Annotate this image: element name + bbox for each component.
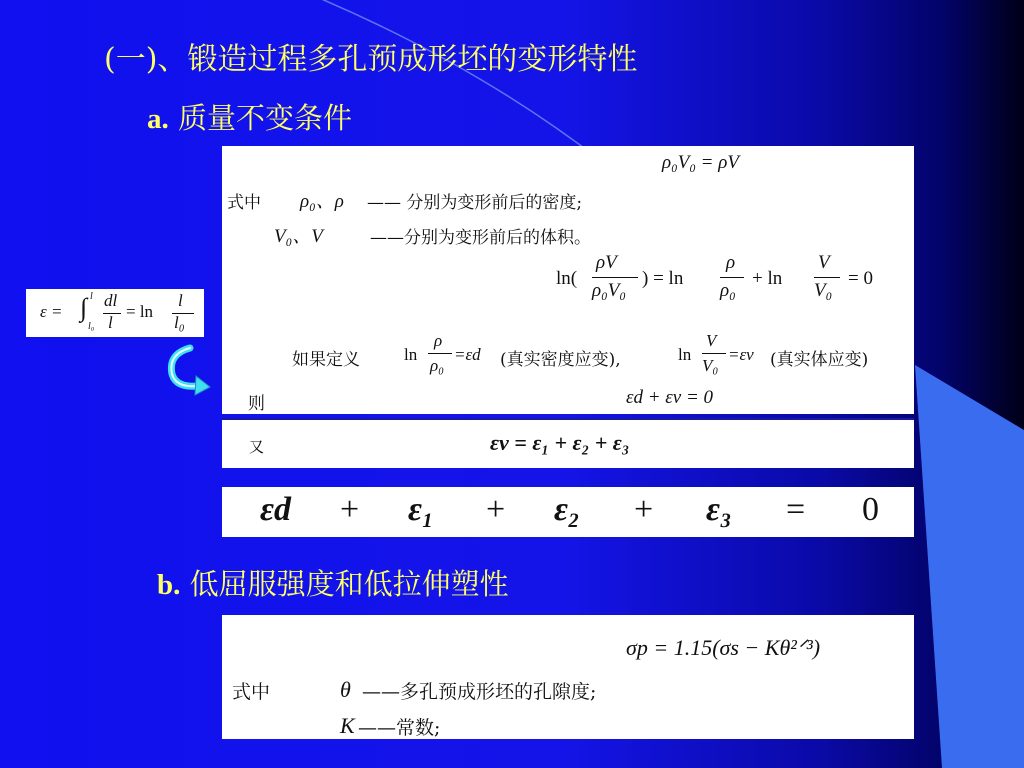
section-b-heading [157,562,509,603]
decor-polygon [915,365,1024,768]
side-formula-box [26,289,204,337]
side-formula-num2: l [178,291,183,310]
slide-title: (一)、锻造过程多孔预成形坯的变形特性 [104,42,638,77]
def-eq2: =εv [728,345,754,364]
side-formula-den2: l₀ [174,313,185,332]
sum-term-3: ε₂ [554,491,580,528]
section-b-prefix: b. [157,569,181,601]
eq2-num2: ρ [726,252,736,273]
eq2-den3: V₀ [814,280,833,301]
yield-equation: σp = 1.15(σs − Kθ²ᐟ³) [626,635,821,660]
row1-desc: —— 分别为变形前后的密度; [367,193,583,213]
yield-strength-box [222,615,914,739]
eq2-lhs: ln( [556,268,578,289]
you-equation: εv = ε₁ + ε₂ + ε₃ [490,430,630,455]
fraction-bar [814,277,840,278]
row2-desc: ——分别为变形前后的体积。 [370,228,591,248]
section-a-text: 质量不变条件 [177,101,352,135]
mass-conservation-box [222,146,914,414]
row2-symbol: V₀、V [274,226,323,247]
strain-sum-box [222,487,914,537]
sum-plus-3: + [634,491,654,528]
side-formula-integral: ∫ [80,293,88,322]
eq2-num1: ρV [596,252,617,273]
fraction-bar [720,277,744,278]
eq2-den2: ρ₀ [720,280,736,301]
sum-equals: = [786,491,806,528]
eq2-num3: V [818,252,830,273]
eq2-den1: ρ₀V₀ [592,280,626,301]
row1-symbol: ρ₀、ρ [300,191,344,212]
b-row1-label: 式中 [232,681,271,703]
fraction-bar [592,277,638,278]
def-ln2: ln [678,345,692,364]
section-a-heading [147,96,352,137]
side-formula-num1: dl [104,291,118,310]
def-num2: V [706,331,717,350]
sum-zero: 0 [862,491,879,528]
side-formula-lhs: ε = [40,302,63,321]
b-row2-symbol: K [340,713,355,738]
def-den2: V₀ [702,356,719,375]
b-row1-desc: ——多孔预成形坯的孔隙度; [362,681,597,703]
curved-arrow-icon [160,340,216,398]
def-ln1: ln [404,345,418,364]
def-label: 如果定义 [292,350,360,370]
sum-term-2: ε₁ [408,491,434,528]
def-num1: ρ [434,331,443,350]
you-label: 又 [249,438,265,456]
eq-rho-v: ρ₀V₀ = ρV [662,152,739,173]
def-note2: (真实体应变) [770,350,869,370]
b-row2-desc: ——常数; [358,717,441,739]
eq2-plus: + ln [752,268,783,289]
b-row1-symbol: θ [340,677,351,702]
row1-label: 式中 [227,193,261,213]
side-formula-lower: l₀ [88,321,95,332]
def-note1: (真实密度应变), [500,350,621,370]
side-formula-den1: l [108,313,113,332]
side-formula-upper: l [90,291,93,302]
eq2-mid: ) = ln [642,268,684,289]
sum-plus-1: + [340,491,360,528]
sum-plus-2: + [486,491,506,528]
sum-term-4: ε₃ [706,491,732,528]
eq2-end: = 0 [848,268,873,289]
fraction-bar [428,353,452,354]
def-eq1: =εd [454,345,481,364]
fraction-bar [702,353,726,354]
then-equation: εd + εv = 0 [626,387,714,408]
then-label: 则 [248,394,265,414]
volume-strain-box [222,418,914,468]
section-b-text: 低屈服强度和低拉伸塑性 [189,567,509,601]
def-den1: ρ₀ [430,356,445,375]
section-a-prefix: a. [147,103,169,135]
sum-term-1: εd [260,491,291,528]
side-formula-eq: = ln [126,302,154,321]
